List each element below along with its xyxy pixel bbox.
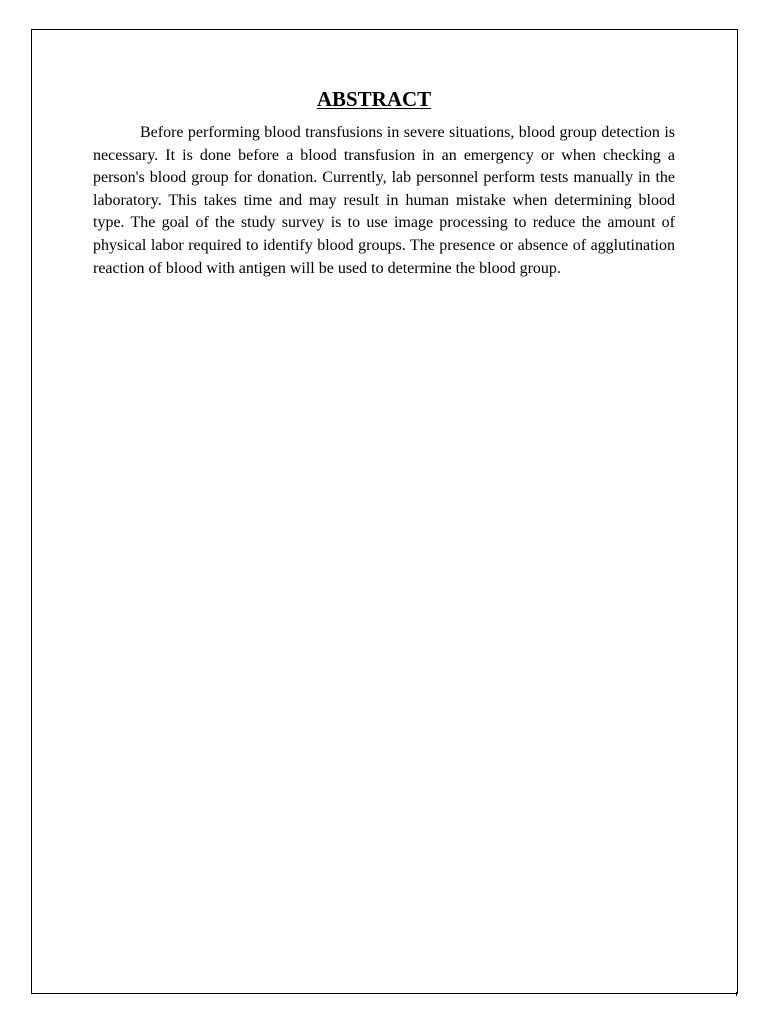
abstract-paragraph: Before performing blood transfusions in severe situations, blood group detection is necessary. It is done before a blood transfusion in an emergency or when checking a person's blood group for donation. Currently, lab personnel perform tests manually in the laboratory. This takes time and may result in human mistake when determining blood type. The goal of the study survey is to use image processing to reduce the amount of physical labor required to identify blood groups. The presence or absence of agglutination reaction of blood with antigen will be used to determine the blood group.	[93, 124, 675, 277]
page-border-corner-mark	[736, 992, 737, 996]
abstract-heading: ABSTRACT	[316, 87, 432, 111]
